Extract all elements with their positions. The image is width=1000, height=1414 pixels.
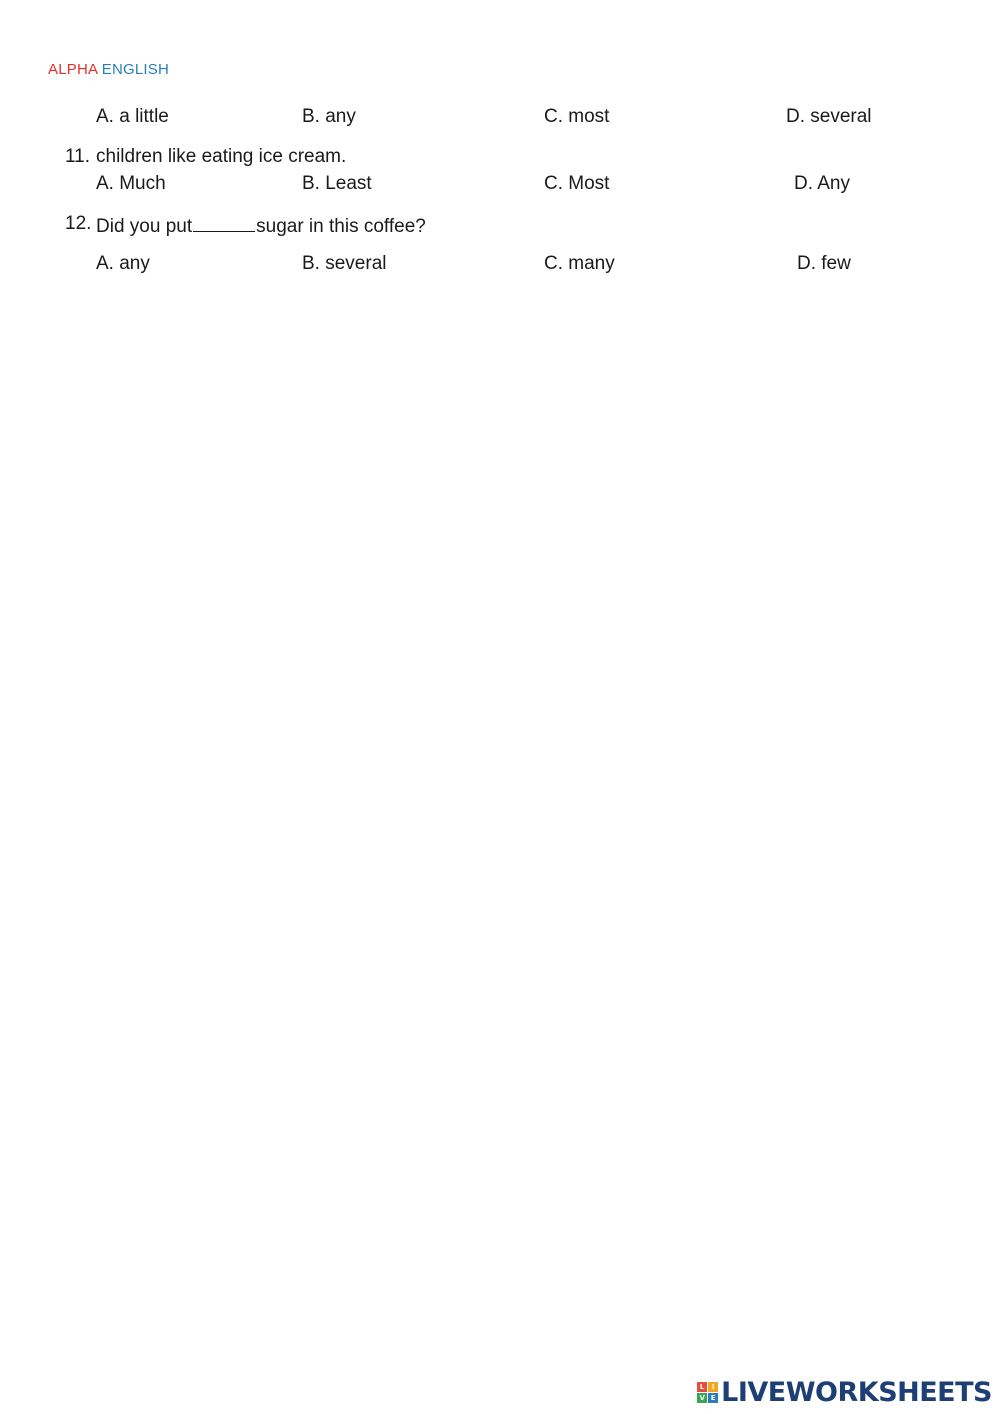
option-c[interactable]: C. Most [544, 173, 610, 194]
question-number: 12. [65, 213, 92, 234]
question-11 [0, 144, 1000, 170]
question-text-after: sugar in this coffee? [256, 216, 426, 237]
option-b[interactable]: B. any [302, 106, 356, 127]
option-b[interactable]: B. several [302, 253, 387, 274]
answer-blank[interactable] [193, 211, 255, 232]
brand-alpha: ALPHA [48, 61, 98, 78]
option-a[interactable]: A. a little [96, 106, 169, 127]
question-text: children like eating ice cream. [96, 146, 347, 167]
logo-text: LIVEWORKSHEETS [721, 1376, 992, 1408]
question-text [96, 211, 426, 240]
question-text-before: Did you put [96, 216, 193, 237]
logo-letter-e: E [708, 1393, 718, 1403]
question-12 [0, 211, 1000, 237]
logo-letter-l: L [697, 1382, 707, 1392]
liveworksheets-logo-icon [697, 1382, 718, 1403]
option-d[interactable]: D. few [797, 253, 851, 274]
question-12-options [0, 251, 1000, 277]
logo-letter-i: I [708, 1382, 718, 1392]
option-d[interactable]: D. Any [794, 173, 850, 194]
question-10-options [0, 104, 1000, 130]
brand-english: ENGLISH [101, 61, 170, 78]
option-a[interactable]: A. Much [96, 173, 166, 194]
question-number: 11. [65, 146, 91, 167]
page-header [48, 61, 169, 78]
logo-letter-v: V [697, 1393, 707, 1403]
option-c[interactable]: C. many [544, 253, 615, 274]
question-11-options [0, 171, 1000, 197]
option-a[interactable]: A. any [96, 253, 150, 274]
liveworksheets-logo [697, 1376, 992, 1408]
option-d[interactable]: D. several [786, 106, 872, 127]
option-b[interactable]: B. Least [302, 173, 372, 194]
option-c[interactable]: C. most [544, 106, 610, 127]
